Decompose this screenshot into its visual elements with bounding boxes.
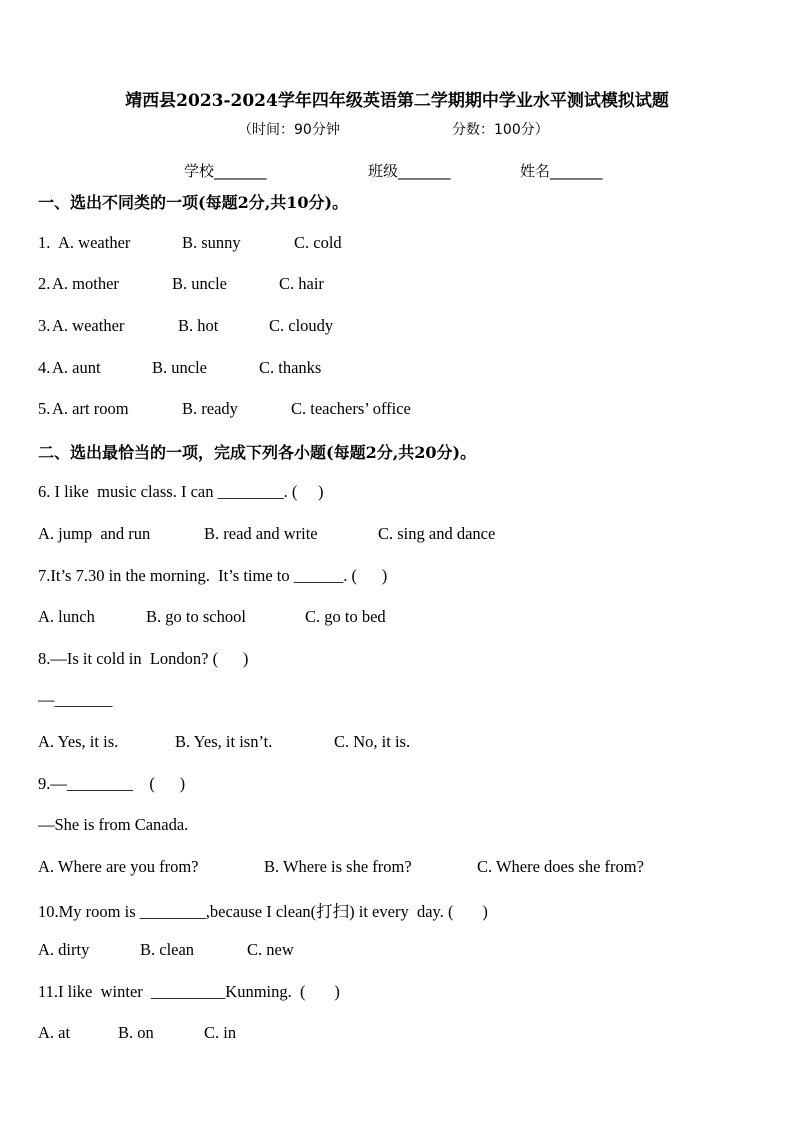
option-c: C. go to bed — [305, 607, 386, 626]
class-field: 班级_______ — [368, 162, 451, 180]
option-b: B. Yes, it isn’t. — [175, 732, 273, 751]
option-a: A. aunt — [52, 358, 101, 377]
option-b: B. sunny — [182, 233, 241, 252]
option-c: C. cold — [294, 233, 342, 252]
question-number: 1. — [38, 233, 55, 252]
option-b: B. uncle — [152, 358, 207, 377]
option-a: A. art room — [52, 399, 129, 418]
option-b: B. uncle — [172, 274, 227, 293]
option-a: A. Yes, it is. — [38, 732, 119, 751]
exam-score: 分数：100分） — [452, 122, 549, 138]
question-10-stem: 10.My room is ________,because I clean(打扫) it every day. ( ) — [38, 902, 488, 921]
option-c: C. teachers’ office — [291, 399, 411, 418]
option-a: A. weather — [58, 233, 131, 252]
option-c: C. hair — [279, 274, 324, 293]
option-b: B. on — [118, 1023, 154, 1042]
question-7-stem: 7.It’s 7.30 in the morning. It’s time to ______. ( ) — [38, 566, 388, 585]
option-b: B. hot — [178, 316, 219, 335]
question-8-reply: —_______ — [38, 690, 113, 709]
question-number: 5. — [38, 399, 51, 418]
question-number: 3. — [38, 316, 51, 335]
question-9-reply: —She is from Canada. — [38, 815, 189, 834]
option-b: B. go to school — [146, 607, 246, 626]
option-a: A. dirty — [38, 940, 90, 959]
question-11-stem: 11.I like winter _________Kunming. ( ) — [38, 982, 340, 1001]
option-b: B. Where is she from? — [264, 857, 412, 876]
option-c: C. new — [247, 940, 294, 959]
section-2-heading: 二、选出最恰当的一项，完成下列各小题(每题2分,共20分)。 — [38, 443, 477, 462]
question-9-stem: 9.—________ ( ) — [38, 774, 186, 793]
option-b: B. read and write — [204, 524, 318, 543]
name-field: 姓名_______ — [520, 162, 603, 180]
option-b: B. clean — [140, 940, 195, 959]
section-1-heading: 一、选出不同类的一项(每题2分,共10分)。 — [38, 193, 349, 212]
page-title: 靖西县2023-2024学年四年级英语第二学期期中学业水平测试模拟试题 — [125, 91, 669, 111]
option-a: A. weather — [52, 316, 125, 335]
option-c: C. No, it is. — [334, 732, 411, 751]
option-c: C. thanks — [259, 358, 322, 377]
option-c: C. cloudy — [269, 316, 334, 335]
option-c: C. sing and dance — [378, 524, 496, 543]
option-a: A. at — [38, 1023, 71, 1042]
question-6-stem: 6. I like music class. I can ________. ( ) — [38, 482, 324, 501]
question-number: 2. — [38, 274, 51, 293]
question-8-stem: 8.—Is it cold in London? ( ) — [38, 649, 249, 668]
question-number: 4. — [38, 358, 51, 377]
option-a: A. lunch — [38, 607, 95, 626]
school-field: 学校_______ — [184, 162, 267, 180]
option-a: A. Where are you from? — [38, 857, 199, 876]
option-b: B. ready — [182, 399, 238, 418]
option-c: C. Where does she from? — [477, 857, 644, 876]
option-c: C. in — [204, 1023, 237, 1042]
option-a: A. jump and run — [38, 524, 151, 543]
exam-time: （时间：90分钟 — [238, 122, 340, 138]
option-a: A. mother — [52, 274, 119, 293]
